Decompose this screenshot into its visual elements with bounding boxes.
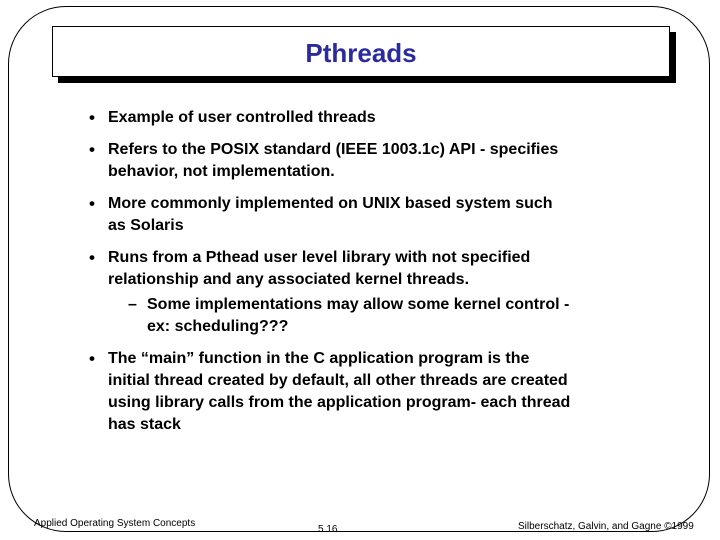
footer-page-number: 5.16 (318, 524, 338, 535)
footer-copyright: Silberschatz, Galvin, and Gagne ©1999 (518, 521, 694, 532)
bullet-icon: • (89, 349, 95, 368)
sub-bullet-dash: – (128, 296, 137, 313)
bullet-item-1: Example of user controlled threads (108, 109, 376, 126)
bullet-item-5: The “main” function in the C application program is the initial thread created by default, all other threads are created using library calls from the application program- each thread has stack (108, 350, 571, 433)
bullet-icon: • (89, 194, 95, 213)
slide-title: Pthreads (305, 38, 417, 68)
bullet-icon: • (89, 140, 95, 159)
bullet-item-4: Runs from a Pthead user level library with not specified relationship and any associated kernel threads. (108, 249, 531, 288)
footer-course-title: Applied Operating System Concepts (34, 518, 196, 529)
bullet-item-2: Refers to the POSIX standard (IEEE 1003.1c) API - specifies behavior, not implementation. (108, 141, 559, 180)
sub-bullet-item: Some implementations may allow some kernel control - ex: scheduling??? (147, 296, 570, 335)
bullet-icon: • (89, 248, 95, 267)
bullet-item-3: More commonly implemented on UNIX based system such as Solaris (108, 195, 553, 234)
bullet-icon: • (89, 108, 95, 127)
